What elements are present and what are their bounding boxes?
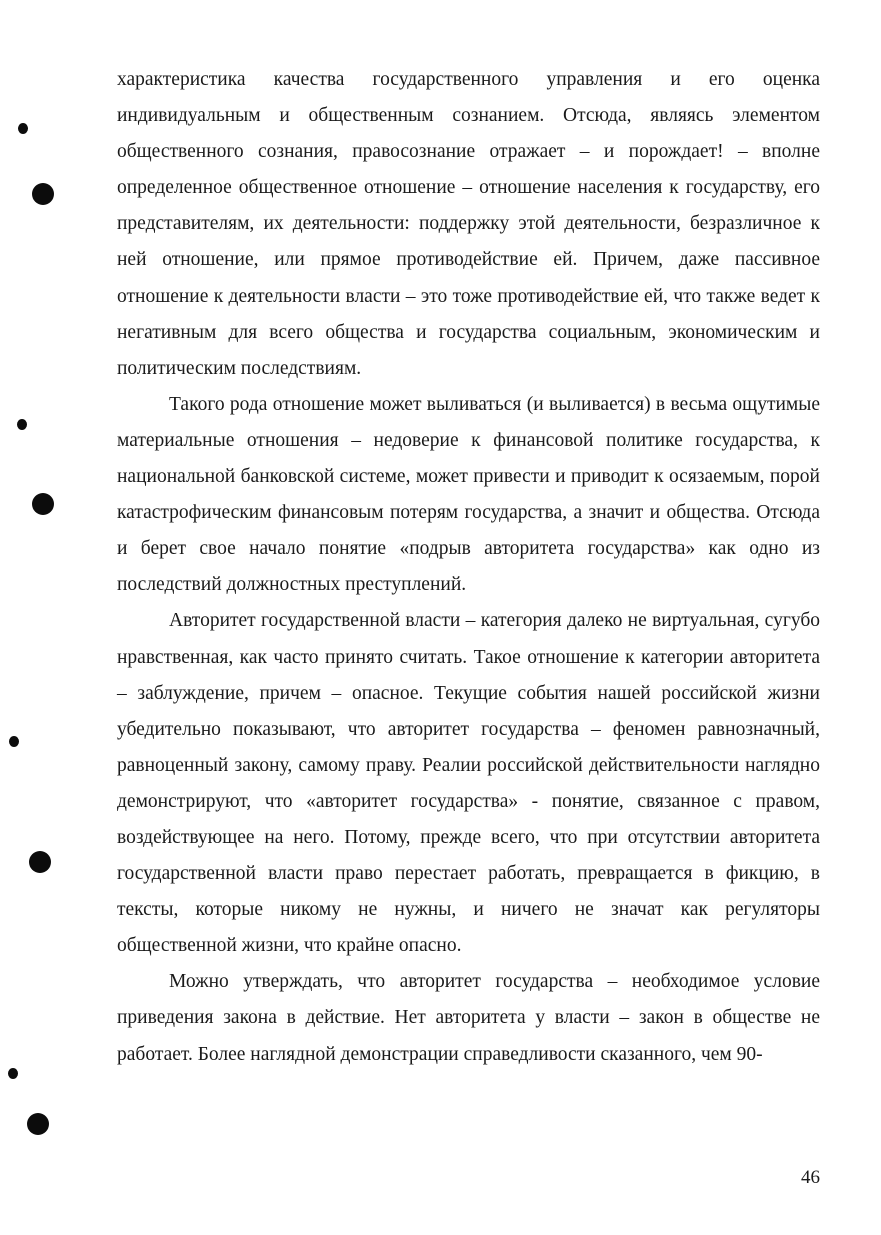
punch-hole	[32, 183, 54, 205]
body-text	[117, 62, 820, 1073]
punch-hole	[17, 419, 27, 430]
punch-hole	[18, 123, 28, 134]
paragraph: Можно утверждать, что авторитет государства – необходимое условие приведения закона в действие. Нет авторитета у власти – закон в обществе не работает. Более наглядной демонстрации справедливости сказанного, чем 90-	[117, 971, 820, 1065]
punch-hole	[8, 1068, 18, 1079]
punch-hole	[32, 493, 54, 515]
punch-hole	[9, 736, 19, 747]
paragraph: характеристика качества государственного управления и его оценка индивидуальным и общественным сознанием. Отсюда, являясь элементом общественного сознания, правосознание отражает – и порождает! – вполне определенное общественное отношение – отношение населения к государству, его представителям, их деятельности: поддержку этой деятельности, безразличное к ней отношение, или прямое противодействие ей. Причем, даже пассивное отношение к деятельности власти – это тоже противодействие ей, что также ведет к негативным для всего общества и государства социальным, экономическим и политическим последствиям.	[117, 69, 820, 379]
punch-hole	[29, 851, 51, 873]
paragraph: Такого рода отношение может выливаться (и выливается) в весьма ощутимые материальные отношения – недоверие к финансовой политике государства, к национальной банковской системе, может привести и приводит к осязаемым, порой катастрофическим финансовым потерям государства, а значит и общества. Отсюда и берет свое начало понятие «подрыв авторитета государства» как одно из последствий должностных преступлений.	[117, 393, 820, 596]
page-number: 46	[801, 1167, 820, 1188]
punch-hole	[27, 1113, 49, 1135]
paragraph: Авторитет государственной власти – категория далеко не виртуальная, сугубо нравственная, как часто принято считать. Такое отношение к категории авторитета – заблуждение, причем – опасное. Текущие события нашей российской жизни убедительно показывают, что авторитет государства – феномен равнозначный, равноценный закону, самому праву. Реалии российской действительности наглядно демонстрируют, что «авторитет государства» - понятие, связанное с правом, воздействующее на него. Потому, прежде всего, что при отсутствии авторитета государственной власти право перестает работать, превращается в фикцию, в тексты, которые никому не нужны, и ничего не значат как регуляторы общественной жизни, что крайне опасно.	[117, 610, 820, 957]
